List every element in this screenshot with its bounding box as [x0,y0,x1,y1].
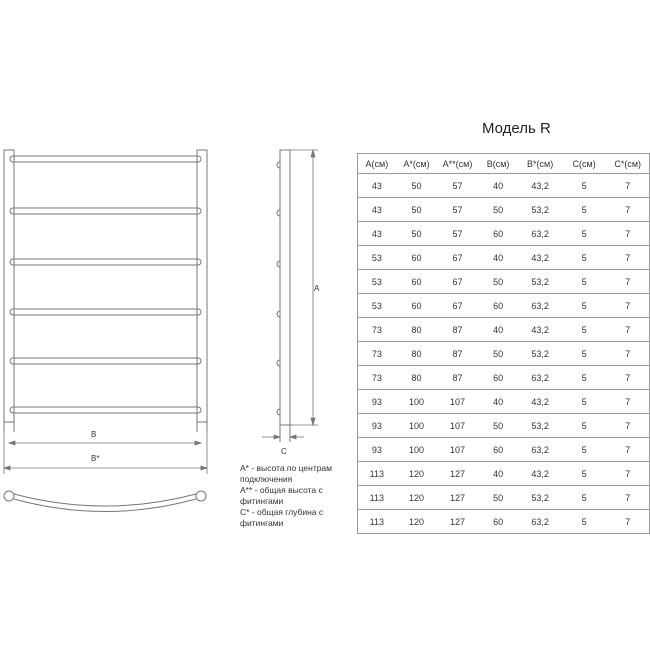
table-cell: 50 [396,198,438,222]
legend [240,463,350,529]
table-cell: 7 [606,462,649,486]
table-cell: 107 [437,438,478,462]
table-cell: 127 [437,462,478,486]
column-header: A*(см) [396,154,438,174]
dimension-b-star [4,432,207,474]
table-cell: 43,2 [518,174,561,198]
table-cell: 5 [562,174,607,198]
dimension-b [9,441,201,445]
table-cell: 7 [606,246,649,270]
table-cell: 5 [562,342,607,366]
table-cell: 60 [478,438,519,462]
table-cell: 63,2 [518,294,561,318]
table-row [358,198,650,222]
table-cell: 80 [396,318,438,342]
table-cell: 53,2 [518,486,561,510]
table-row [358,438,650,462]
table-cell: 7 [606,438,649,462]
table-row [358,486,650,510]
table-cell: 7 [606,174,649,198]
table-cell: 43,2 [518,246,561,270]
table-cell: 87 [437,366,478,390]
table-cell: 63,2 [518,438,561,462]
table-cell: 50 [478,270,519,294]
table-cell: 113 [358,510,396,534]
table-cell: 53 [358,294,396,318]
table-cell: 63,2 [518,366,561,390]
table-cell: 5 [562,246,607,270]
column-header: A**(см) [437,154,478,174]
table-cell: 60 [478,222,519,246]
table-cell: 60 [396,294,438,318]
table-cell: 43 [358,198,396,222]
table-cell: 7 [606,414,649,438]
table-cell: 73 [358,342,396,366]
dimension-b-label: B [91,430,97,439]
table-cell: 120 [396,462,438,486]
table-cell: 7 [606,270,649,294]
table-cell: 57 [437,198,478,222]
table-header-row [358,154,650,174]
table-row [358,270,650,294]
table-cell: 100 [396,438,438,462]
table-cell: 50 [478,486,519,510]
table-cell: 50 [478,414,519,438]
table-cell: 67 [437,294,478,318]
table-cell: 43,2 [518,462,561,486]
table-cell: 40 [478,390,519,414]
table-cell: 5 [562,510,607,534]
table-cell: 60 [478,294,519,318]
table-cell: 93 [358,414,396,438]
column-header: C(см) [562,154,607,174]
side-post [280,150,290,425]
table-cell: 7 [606,486,649,510]
table-cell: 60 [478,366,519,390]
table-cell: 43,2 [518,390,561,414]
table-cell: 67 [437,246,478,270]
table-cell: 53,2 [518,270,561,294]
table-cell: 93 [358,390,396,414]
table-cell: 127 [437,510,478,534]
table-row [358,366,650,390]
table-cell: 5 [562,414,607,438]
table-cell: 67 [437,270,478,294]
dimension-c-label: C [281,447,287,456]
table-cell: 7 [606,366,649,390]
right-post [197,150,207,422]
table-cell: 53 [358,270,396,294]
table-cell: 60 [396,246,438,270]
table-row [358,222,650,246]
table-cell: 5 [562,390,607,414]
table-cell: 7 [606,318,649,342]
table-cell: 7 [606,294,649,318]
table-cell: 127 [437,486,478,510]
column-header: A(см) [358,154,396,174]
table-cell: 73 [358,318,396,342]
table-cell: 40 [478,318,519,342]
table-cell: 113 [358,486,396,510]
model-title: Модель R [482,120,551,137]
table-cell: 43,2 [518,318,561,342]
table-cell: 107 [437,414,478,438]
table-cell: 5 [562,198,607,222]
crossbars [10,156,201,413]
table-cell: 5 [562,222,607,246]
table-cell: 5 [562,318,607,342]
table-cell: 5 [562,438,607,462]
legend-item: C* - общая глубина с фитингами [240,507,324,528]
table-cell: 53,2 [518,414,561,438]
table-cell: 57 [437,222,478,246]
table-cell: 50 [396,174,438,198]
table-cell: 113 [358,462,396,486]
table-row [358,174,650,198]
table-cell: 7 [606,342,649,366]
table-cell: 53,2 [518,342,561,366]
table-cell: 40 [478,174,519,198]
legend-item: A* - высота по центрам подключения [240,463,333,484]
table-cell: 80 [396,366,438,390]
top-view [4,491,206,512]
table-cell: 40 [478,462,519,486]
table-row [358,342,650,366]
table-cell: 80 [396,342,438,366]
table-row [358,246,650,270]
table-cell: 50 [396,222,438,246]
table-cell: 60 [396,270,438,294]
table-row [358,390,650,414]
front-view [4,150,207,432]
dimension-b-star-label: B* [91,454,100,463]
left-post [4,150,14,422]
table-cell: 5 [562,366,607,390]
table-cell: 53 [358,246,396,270]
table-cell: 7 [606,222,649,246]
table-cell: 63,2 [518,222,561,246]
table-cell: 5 [562,486,607,510]
table-cell: 87 [437,318,478,342]
table-cell: 60 [478,510,519,534]
table-cell: 50 [478,342,519,366]
table-cell: 57 [437,174,478,198]
table-cell: 120 [396,510,438,534]
column-header: B(см) [478,154,519,174]
column-header: C*(см) [606,154,649,174]
table-row [358,414,650,438]
table-cell: 5 [562,270,607,294]
dimensions-table [357,153,650,534]
table-cell: 53,2 [518,198,561,222]
table-cell: 7 [606,510,649,534]
table-cell: 5 [562,462,607,486]
table-cell: 43 [358,222,396,246]
table-cell: 120 [396,486,438,510]
table-cell: 63,2 [518,510,561,534]
table-cell: 93 [358,438,396,462]
dimension-a-label: A [314,284,320,293]
table-cell: 100 [396,414,438,438]
table-cell: 7 [606,390,649,414]
legend-item: A** - общая высота с фитингами [240,485,323,506]
table-cell: 100 [396,390,438,414]
table-cell: 50 [478,198,519,222]
table-cell: 43 [358,174,396,198]
dimension-c [262,435,304,439]
column-header: B*(см) [518,154,561,174]
table-row [358,318,650,342]
table-cell: 5 [562,294,607,318]
table-row [358,462,650,486]
table-cell: 73 [358,366,396,390]
side-view [277,150,290,442]
table-cell: 87 [437,342,478,366]
table-cell: 107 [437,390,478,414]
table-body [358,174,650,534]
table-cell: 7 [606,198,649,222]
table-cell: 40 [478,246,519,270]
table-row [358,510,650,534]
table-row [358,294,650,318]
